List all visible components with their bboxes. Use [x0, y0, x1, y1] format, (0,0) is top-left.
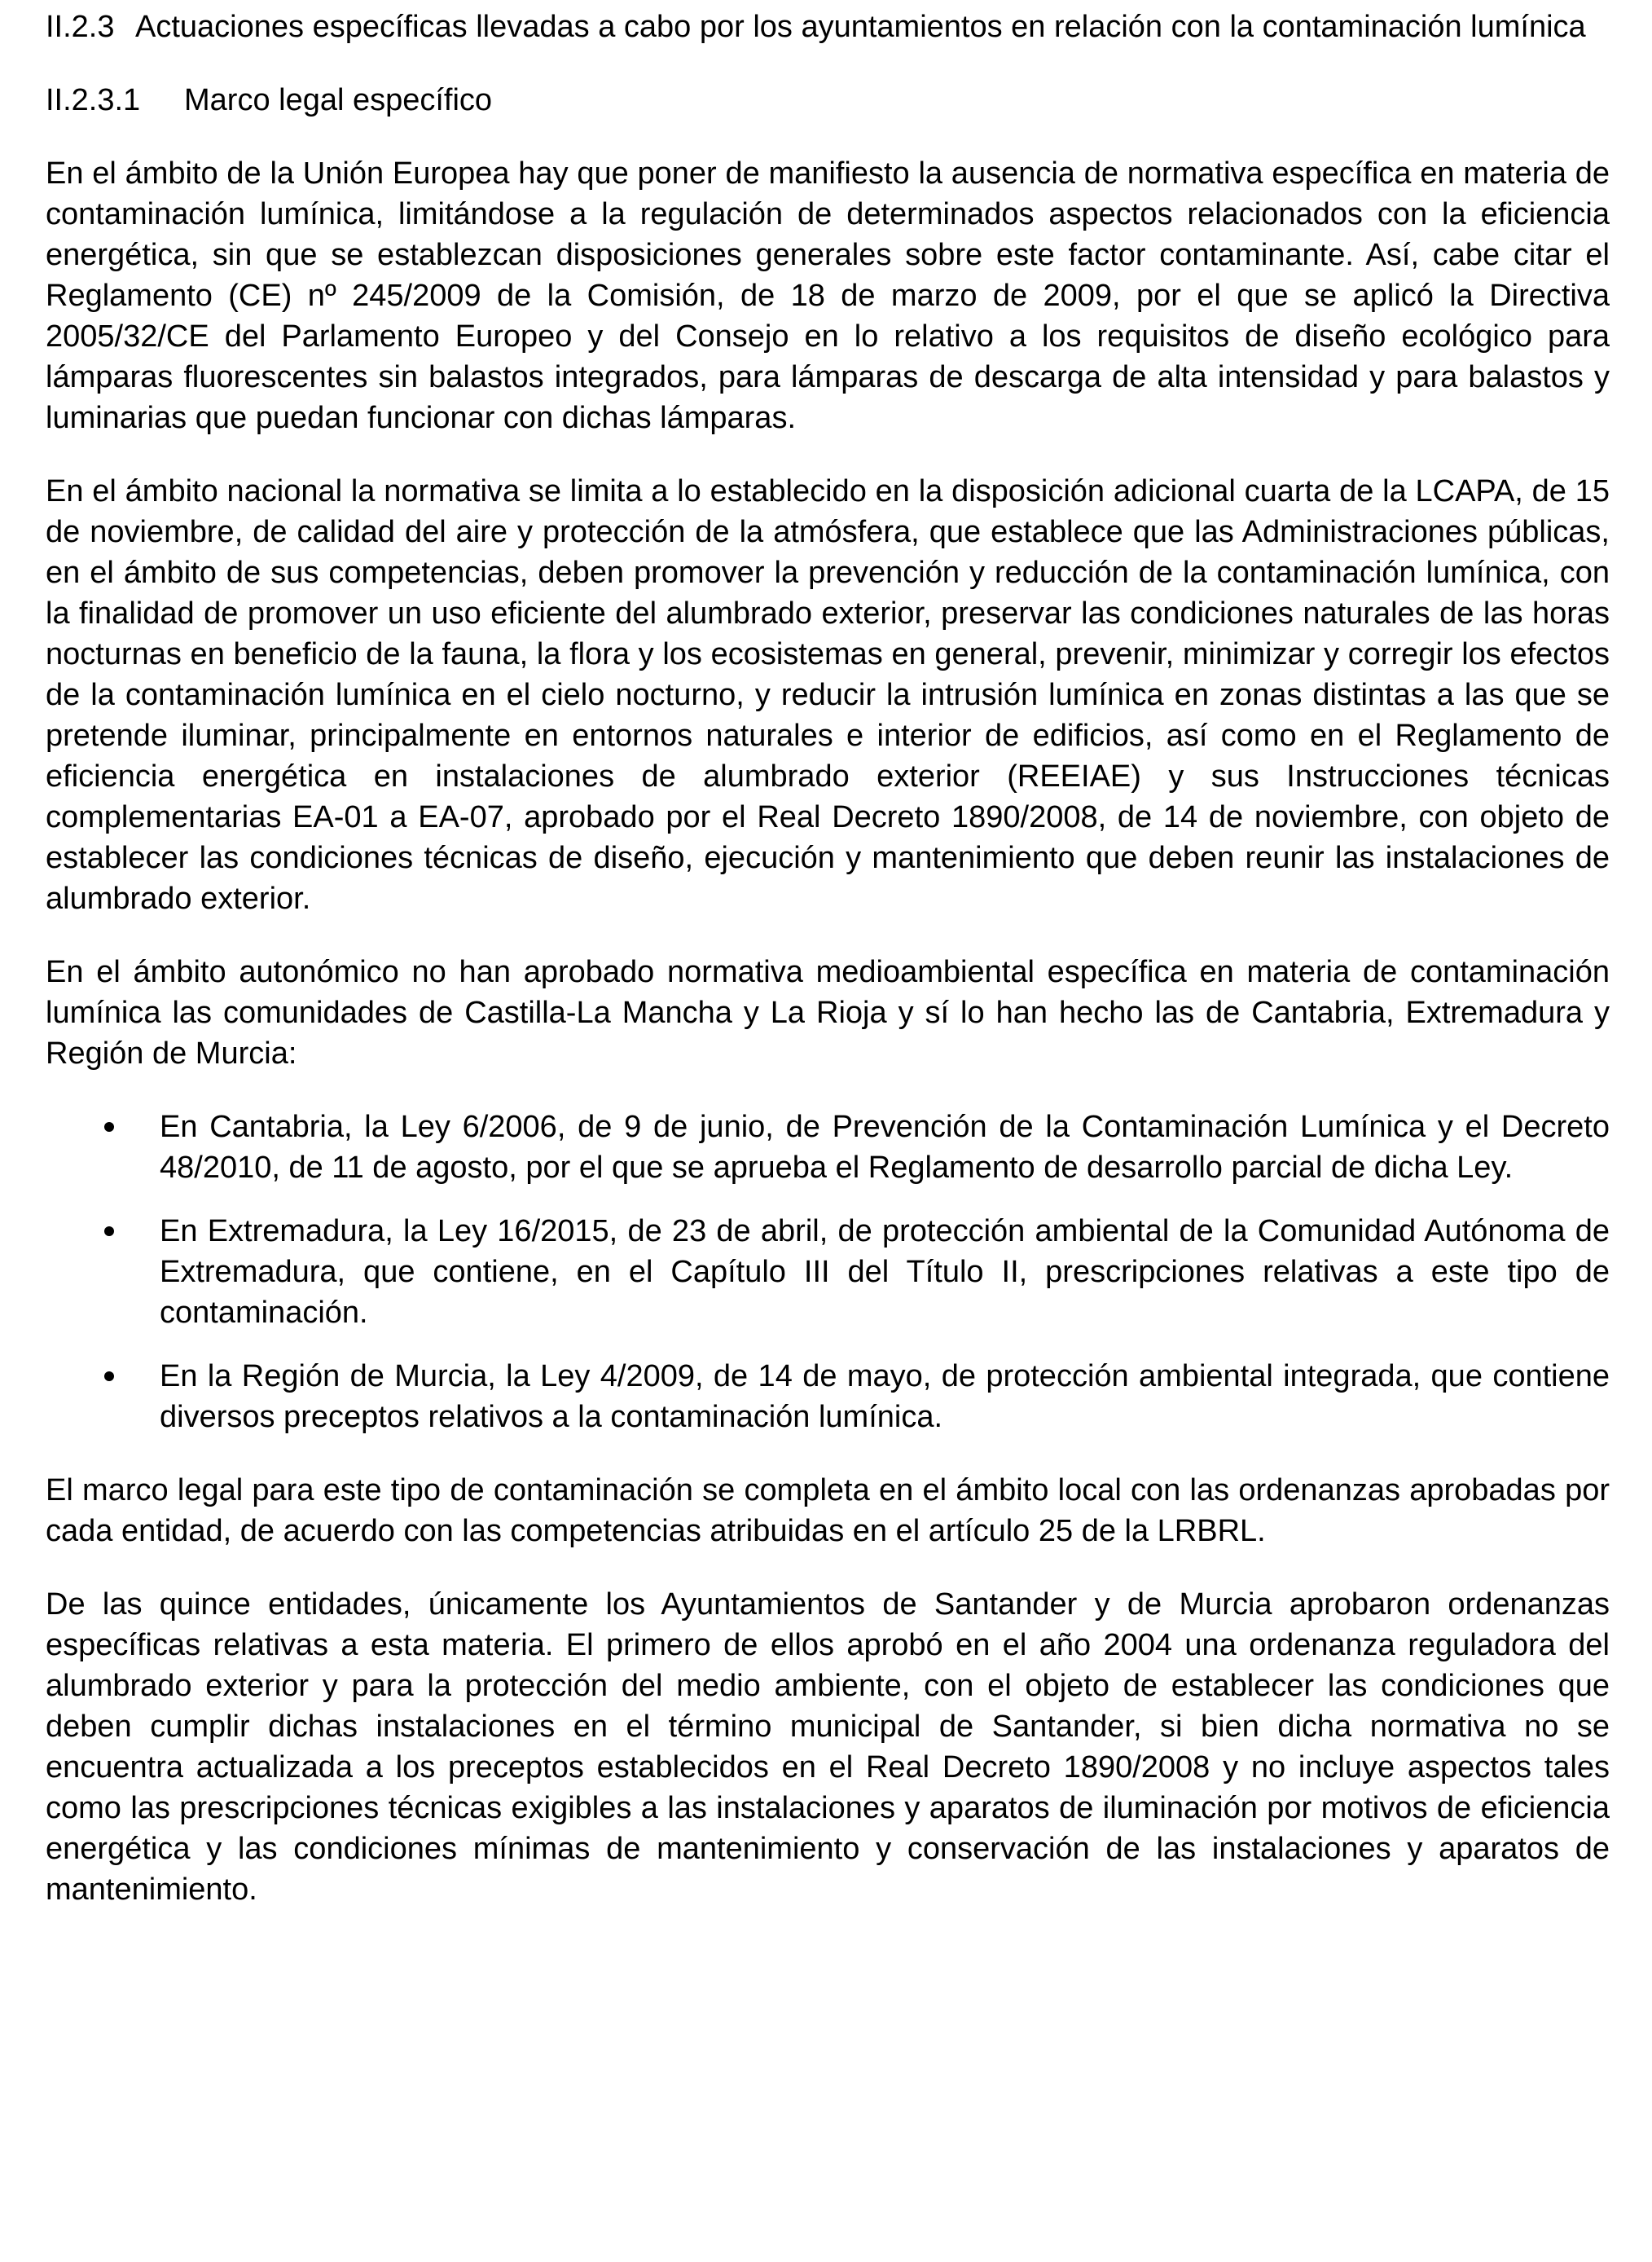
list-item-cantabria	[46, 1107, 1610, 1188]
subsection-title: Marco legal específico	[184, 83, 493, 117]
list-item-text: En la Región de Murcia, la Ley 4/2009, de 14 de mayo, de protección ambiental integrada, que contiene diversos preceptos relativos a la contaminación lumínica.	[160, 1359, 1610, 1434]
subsection-heading	[46, 80, 1610, 121]
bullet-icon	[104, 1122, 114, 1132]
section-number: II.2.3	[46, 10, 115, 44]
paragraph-eu-framework: En el ámbito de la Unión Europea hay que poner de manifiesto la ausencia de normativa específica en materia de contaminación lumínica, limitándose a la regulación de determinados aspectos relacionados con la eficiencia energética, sin que se establezcan disposiciones generales sobre este factor contaminante. Así, cabe citar el Reglamento (CE) nº 245/2009 de la Comisión, de 18 de marzo de 2009, por el que se aplicó la Directiva 2005/32/CE del Parlamento Europeo y del Consejo en lo relativo a los requisitos de diseño ecológico para lámparas fluorescentes sin balastos integrados, para lámparas de descarga de alta intensidad y para balastos y luminarias que puedan funcionar con dichas lámparas.	[46, 156, 1610, 435]
document-page	[46, 7, 1610, 1910]
list-item-text: En Extremadura, la Ley 16/2015, de 23 de abril, de protección ambiental de la Comunidad Autónoma de Extremadura, que contiene, en el Capítulo III del Título II, prescripciones relativas a este tipo de contaminación.	[160, 1214, 1610, 1330]
bullet-icon	[104, 1226, 114, 1236]
subsection-number: II.2.3.1	[46, 83, 141, 117]
list-item-extremadura	[46, 1211, 1610, 1333]
paragraph-national-framework: En el ámbito nacional la normativa se limita a lo establecido en la disposición adicional cuarta de la LCAPA, de 15 de noviembre, de calidad del aire y protección de la atmósfera, que establece que las Administraciones públicas, en el ámbito de sus competencias, deben promover la prevención y reducción de la contaminación lumínica, con la finalidad de promover un uso eficiente del alumbrado exterior, preservar las condiciones naturales de las horas nocturnas en beneficio de la fauna, la flora y los ecosistemas en general, prevenir, minimizar y corregir los efectos de la contaminación lumínica en el cielo nocturno, y reducir la intrusión lumínica en zonas distintas a las que se pretende iluminar, principalmente en entornos naturales e interior de edificios, así como en el Reglamento de eficiencia energética en instalaciones de alumbrado exterior (REEIAE) y sus Instrucciones técnicas complementarias EA-01 a EA-07, aprobado por el Real Decreto 1890/2008, de 14 de noviembre, con objeto de establecer las condiciones técnicas de diseño, ejecución y mantenimiento que deben reunir las instalaciones de alumbrado exterior.	[46, 474, 1610, 916]
list-item-murcia	[46, 1356, 1610, 1437]
section-heading	[46, 7, 1610, 47]
paragraph-local-framework: El marco legal para este tipo de contaminación se completa en el ámbito local con las ordenanzas aprobadas por cada entidad, de acuerdo con las competencias atribuidas en el artículo 25 de la LRBRL.	[46, 1473, 1610, 1548]
list-item-text: En Cantabria, la Ley 6/2006, de 9 de junio, de Prevención de la Contaminación Lumínica y el Decreto 48/2010, de 11 de agosto, por el que se aprueba el Reglamento de desarrollo parcial de dicha Ley.	[160, 1110, 1610, 1185]
regional-laws-list	[46, 1107, 1610, 1437]
bullet-icon	[104, 1371, 114, 1381]
paragraph-regional-framework: En el ámbito autonómico no han aprobado normativa medioambiental específica en materia de contaminación lumínica las comunidades de Castilla-La Mancha y La Rioja y sí lo han hecho las de Cantabria, Extremadura y Región de Murcia:	[46, 955, 1610, 1071]
section-title: Actuaciones específicas llevadas a cabo por los ayuntamientos en relación con la contaminación lumínica	[135, 10, 1586, 44]
paragraph-municipal-ordinances: De las quince entidades, únicamente los Ayuntamientos de Santander y de Murcia aprobaron ordenanzas específicas relativas a esta materia. El primero de ellos aprobó en el año 2004 una ordenanza reguladora del alumbrado exterior y para la protección del medio ambiente, con el objeto de establecer las condiciones que deben cumplir dichas instalaciones en el término municipal de Santander, si bien dicha normativa no se encuentra actualizada a los preceptos establecidos en el Real Decreto 1890/2008 y no incluye aspectos tales como las prescripciones técnicas exigibles a las instalaciones y aparatos de iluminación por motivos de eficiencia energética y las condiciones mínimas de mantenimiento y conservación de las instalaciones y aparatos de mantenimiento.	[46, 1587, 1610, 1907]
